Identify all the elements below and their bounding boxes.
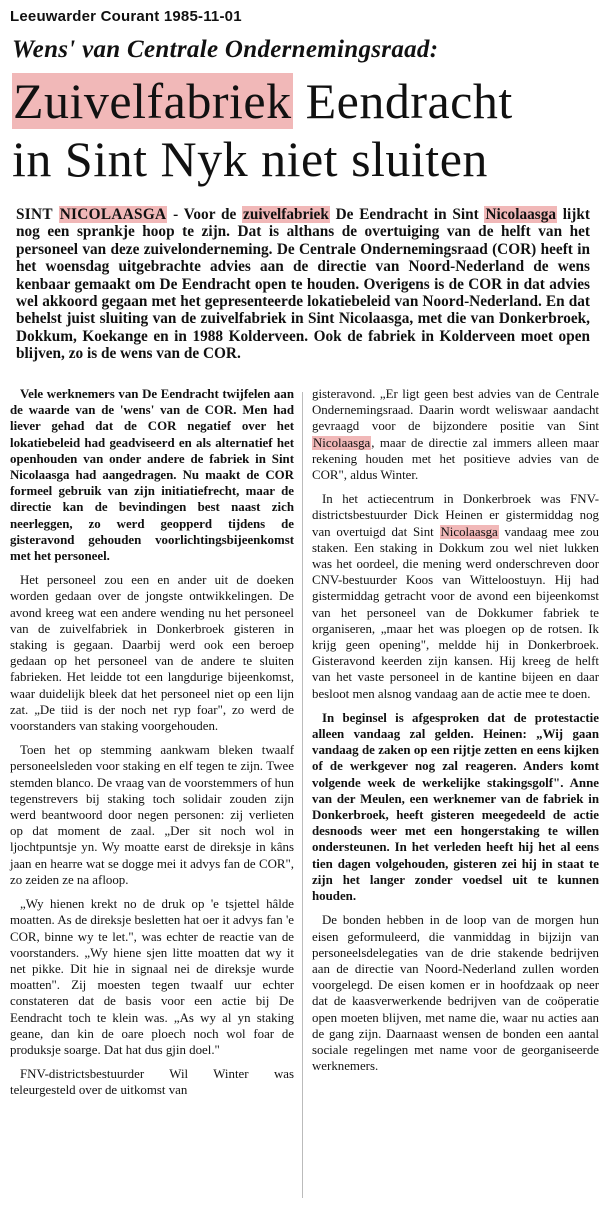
paragraph: FNV-districtsbestuurder Wil Winter was teleurgesteld over de uitkomst van xyxy=(10,1067,294,1098)
highlight-term: zuivelfabriek xyxy=(243,206,329,223)
highlight-term: Nicolaasga xyxy=(485,206,557,223)
paragraph: In beginsel is afgesproken dat de protestactie alleen vandaag zal gelden. Heinen: „Wij gaan vandaag de zaken op een rijtje zetten en eens kijken of de werkgever nog zal reageren. Anders komt volgende week de werkelijke stakingsgolf". Anne van der Meulen, een werknemer van de fabriek in Donkerbroek, heeft gisteren meegedeeld de actie desnoods weer met een hongerstaking te willen ondersteunen. In het verleden heeft hij het al eens tien dagen volgehouden, gisteren zei hij in staat te zijn het langer zonder voedsel uit te kunnen houden. xyxy=(312,710,599,904)
paragraph: gisteravond. „Er ligt geen best advies van de Centrale Ondernemingsraad. Daarin wordt weliswaar aandacht gevraagd voor de bijzondere positie van Sint Nicolaasga, maar de directie zal immers alleen maar rekening houden met het positieve advies van de COR", aldus Winter. xyxy=(312,387,599,483)
left-column xyxy=(10,386,294,1107)
right-column xyxy=(312,386,599,1082)
highlight-term: NICOLAASGA xyxy=(59,206,167,223)
source-label: Leeuwarder Courant 1985-11-01 xyxy=(10,8,242,25)
article-headline xyxy=(12,72,604,188)
article-kicker: Wens' van Centrale Ondernemingsraad: xyxy=(12,36,439,63)
highlight-term: Nicolaasga xyxy=(313,435,371,450)
article-lead: SINT NICOLAASGA - Voor de zuivelfabriek De Eendracht in Sint Nicolaasga lijkt nog een sprankje hoop te zijn. Dat is althans de overtuiging van de helft van het personeel van deze zuivelonderneming. De Centrale Ondernemingsraad (COR) heeft in het woensdag uitgebrachte advies aan de directie van Noord-Nederland de wens kenbaar gemaakt om De Eendracht open te houden. Overigens is de COR in dat advies wel akkoord gegaan met het gepresenteerde lokatiebeleid van Noord-Nederland. En dat behelst juist sluiting van de zuivelfabriek in Sint Nicolaasga, met die van Donkerbroek, Dokkum, Koekange en in 1988 Kolderveen. Ook de fabriek in Kolderveen moet open blijven, zo is de wens van de COR. xyxy=(16,206,590,363)
paragraph: Toen het op stemming aankwam bleken twaalf personeelsleden voor staking en elf tegen te zijn. Twee stemden blanco. De vraag van de voorstemmers of hun tegenstrevers bij staking toch solidair zouden zijn werd beantwoord door negen personen: zij verlieten op dat moment de zaal. „Der sit noch wol in ljochtpuntsje yn. Wy moatte earst de direksje in kâns jaan en hearre wat se dogge mei it advys fan de COR", zo zeiden ze na afloop. xyxy=(10,743,294,887)
headline-line2: in Sint Nyk niet sluiten xyxy=(12,131,488,187)
column-divider xyxy=(302,392,303,1198)
dateline: SINT NICOLAASGA xyxy=(16,206,167,223)
headline-line1-rest: Eendracht xyxy=(292,73,513,129)
headline-highlight: Zuivelfabriek xyxy=(13,73,292,129)
highlight-term: Nicolaasga xyxy=(440,524,498,539)
paragraph: „Wy hienen krekt no de druk op 'e tsjettel hâlde moatten. As de direksje besletten hat oer it advys fan 'e COR, binne wy te let.", was echter de reactie van de voorstanders. „Wy hiene sjen litte moatten dat wy it net pikke. Dit hie in signaal nei de direksje wurde moatten". Zij moesten tegen twaalf uur echter constateren dat de basis voor een actie bij De Eendracht toch te klein was. „As wy al yn staking geane, dan kin de oare ploech noch wol foar de produksje soarge. Dat hat dus gjin doel." xyxy=(10,897,294,1057)
paragraph: De bonden hebben in de loop van de morgen hun eisen geformuleerd, die vanmiddag in bijzijn van personeelsdelegaties van de drie stakende bedrijven aan de directie van Noord-Nederland zullen worden voorgelegd. De eisen komen er in hoofdzaak op neer dat de kaasverwerkende bedrijven van de coöperatie open moeten blijven, met name die, waar nu acties aan de gang zijn. Daarnaast wensen de bonden een aantal sociale regelingen met name voor de georganiseerde werknemers. xyxy=(312,913,599,1074)
paragraph: In het actiecentrum in Donkerbroek was FNV-districtsbestuurder Dick Heinen er gistermiddag nog van overtuigd dat Sint Nicolaasga vandaag mee zou staken. Een staking in Dokkum zou wel niet lukken was het oordeel, die mening werd onderschreven door CNV-bestuurder Koos van Witteloostuyn. Hij had gistermiddag getracht voor de avond een bijeenkomst van het personeel van de Dokkumer fabriek te organiseren, „maar het was ploegen op de rotsen. Ik krijg geen opening", meldde hij in Donkerbroek. Gisteravond keerden zijn kansen. Hij kreeg de helft van het vaste personeel in de kantine bijeen en daar besloot men alsnog vandaag aan de actie mee te doen. xyxy=(312,492,600,701)
paragraph: Het personeel zou een en ander uit de doeken worden gedaan over de jongste ontwikkelingen. De avond kreeg wat een andere wending nu het personeel van de zuivelfabriek in Donkerbroek gisteren in staking is gegaan. Daarbij werd ook een beroep gedaan op het personeel van de andere te sluiten fabrieken. Het leidde tot een langdurige bijeenkomst, waar duidelijk bleek dat het personeel niet op een lijn zat. „De tiid is der noch net ryp foar", zo werd de voorstanders van staking voorgehouden. xyxy=(10,573,294,734)
paragraph: Vele werknemers van De Eendracht twijfelen aan de waarde van de 'wens' van de COR. Men had liever gehad dat de COR negatief over het lokatiebeleid had geadviseerd en als alternatief het openhouden van onder andere de fabriek in Sint Nicolaasga had aangedragen. Nu maakt de COR formeel gebruik van zijn initiatiefrecht, maar de directie kan de bevindingen best naast zich neerleggen, zo werd geopperd tijdens de gisteravond gehouden voorlichtingsbijeenkomst met het personeel. xyxy=(10,387,294,564)
